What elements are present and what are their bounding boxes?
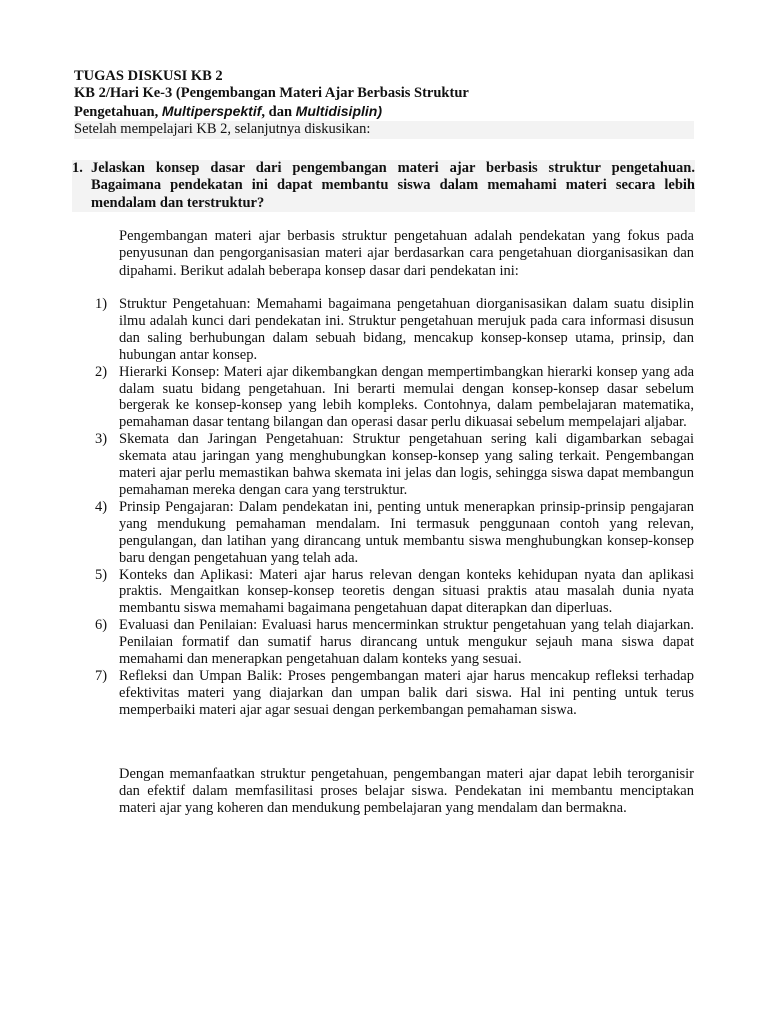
- list-item-number: 4): [95, 498, 108, 515]
- list-item-text: Konteks dan Aplikasi: Materi ajar harus relevan dengan konteks kehidupan nyata dan aplikasi praktis. Mengaitkan konsep-konsep teoretis dengan situasi praktis atau masalah dunia nyata membantu siswa memahami bagaimana pengetahuan dapat diterapkan dan diperluas.: [119, 566, 694, 617]
- concept-list: [95, 296, 694, 719]
- list-item-text: Struktur Pengetahuan: Memahami bagaimana pengetahuan diorganisasikan dalam suatu disiplin ilmu adalah kunci dari pendekatan ini. Struktur pengetahuan merujuk pada cara informasi disusun dan saling berhubungan dalam sebuah bidang, mencakup konsep-konsep utama, prinsip, dan hubungan antar konsep.: [119, 296, 694, 363]
- list-item: [95, 668, 694, 719]
- list-item-text: Refleksi dan Umpan Balik: Proses pengembangan materi ajar harus mencakup refleksi terhadap efektivitas materi yang diajarkan dan umpan balik dari siswa. Hal ini penting untuk terus memperbaiki materi ajar agar sesuai dengan perkembangan pemahaman siswa.: [119, 667, 694, 718]
- list-item-number: 5): [95, 566, 108, 583]
- list-item-number: 3): [95, 431, 108, 448]
- list-item-number: 2): [95, 363, 108, 380]
- document-header: [74, 68, 694, 139]
- list-item-text: Hierarki Konsep: Materi ajar dikembangkan dengan mempertimbangkan hierarki konsep yang ada dalam suatu bidang pengetahuan. Ini berarti memulai dengan konsep-konsep dasar sebelum bergerak ke konsep-konsep yang lebih kompleks. Contohnya, dalam pembelajaran matematika, pemahaman dasar tentang bilangan dan operasi dasar perlu dikuasai sebelum mempelajari aljabar.: [119, 363, 694, 431]
- subtitle-part-d: Multidisiplin): [295, 102, 382, 119]
- discussion-question: [72, 160, 695, 212]
- list-item: [95, 364, 694, 432]
- question-text: Jelaskan konsep dasar dari pengembangan materi ajar berbasis struktur pengetahuan. Bagaimana pendekatan ini dapat membantu siswa dalam memahami materi secara lebih mendalam dan terstruktur?: [91, 160, 695, 211]
- list-item-text: Prinsip Pengajaran: Dalam pendekatan ini, penting untuk menerapkan prinsip-prinsip pengajaran yang mendukung pemahaman mendalam. Ini termasuk penggunaan contoh yang relevan, pengulangan, dan latihan yang dirancang untuk membantu siswa menghubungkan konsep-konsep baru dengan pengetahuan yang telah ada.: [119, 498, 694, 566]
- list-item-text: Evaluasi dan Penilaian: Evaluasi harus mencerminkan struktur pengetahuan yang telah diajarkan. Penilaian formatif dan sumatif harus dirancang untuk mengukur sejauh mana siswa dapat memahami dan menerapkan pengetahuan dalam konteks yang sesuai.: [119, 617, 694, 668]
- assignment-subtitle-line1: KB 2/Hari Ke-3 (Pengembangan Materi Ajar Berbasis Struktur: [74, 85, 469, 102]
- list-item: [95, 431, 694, 499]
- assignment-title: TUGAS DISKUSI KB 2: [74, 68, 223, 84]
- list-item-text: Skemata dan Jaringan Pengetahuan: Struktur pengetahuan sering kali digambarkan sebagai skemata atau jaringan yang menghubungkan konsep-konsep yang saling terkait. Pengembangan materi ajar perlu memastikan bahwa skemata ini jelas dan logis, sehingga siswa dapat membangun pemahaman mereka dengan cara yang terstruktur.: [119, 431, 694, 498]
- instruction-text: Setelah mempelajari KB 2, selanjutnya diskusikan:: [74, 121, 694, 138]
- assignment-subtitle-line2: [74, 103, 694, 121]
- question-number: 1.: [72, 160, 83, 176]
- list-item: [95, 617, 694, 668]
- list-item-number: 1): [95, 296, 108, 312]
- list-item: [95, 296, 694, 364]
- list-item-number: 7): [95, 667, 108, 684]
- list-item: [95, 499, 694, 567]
- subtitle-part-a: Pengetahuan,: [74, 103, 162, 120]
- answer-intro: Pengembangan materi ajar berbasis struktur pengetahuan adalah pendekatan yang fokus pada penyusunan dan pengorganisasian materi ajar berdasarkan cara pengetahuan diorganisasikan dan dipahami. Berikut adalah beberapa konsep dasar dari pendekatan ini:: [119, 228, 694, 279]
- list-item-number: 6): [95, 617, 108, 634]
- subtitle-part-c: , dan: [261, 103, 296, 120]
- subtitle-part-b: Multiperspektif: [161, 102, 262, 119]
- answer-closing: Dengan memanfaatkan struktur pengetahuan, pengembangan materi ajar dapat lebih terorganisir dan efektif dalam memfasilitasi proses belajar siswa. Pendekatan ini membantu menciptakan materi ajar yang koheren dan mendukung pembelajaran yang mendalam dan bermakna.: [119, 766, 694, 817]
- list-item: [95, 567, 694, 618]
